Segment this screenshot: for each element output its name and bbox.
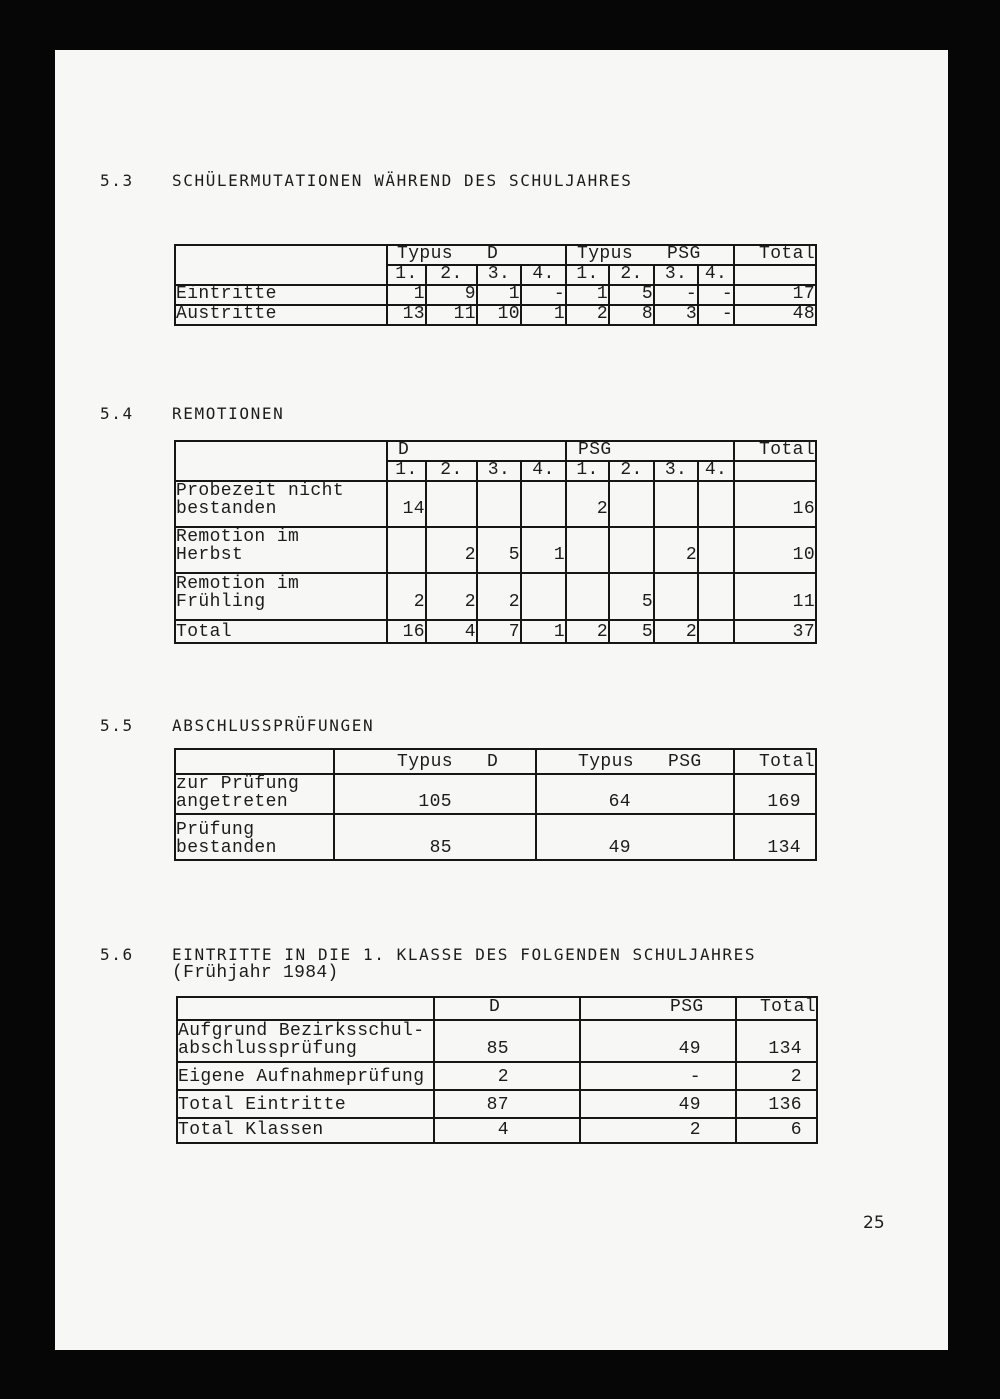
value-d-3: 10 [477, 305, 521, 325]
group-header-label: Typus [397, 244, 454, 264]
subcol-psg-4: 4. [698, 265, 734, 285]
subcol-psg-3: 3. [654, 461, 698, 481]
value-total: 2 [736, 1062, 817, 1090]
value-psg-3: - [654, 285, 698, 305]
value-total: 10 [734, 527, 816, 573]
value-d-4: 1 [521, 305, 566, 325]
table-row [175, 305, 816, 325]
row-label-line: Prüfung [176, 820, 255, 840]
table-row-total [175, 620, 816, 643]
row-label [175, 774, 334, 814]
row-label-line: bestanden [176, 499, 277, 519]
value-psg-1: 1 [566, 285, 609, 305]
section-number: 5.3 [100, 171, 134, 190]
header-row [175, 245, 816, 265]
row-label [175, 481, 387, 527]
row-label [177, 1020, 434, 1062]
value-d-2: 4 [426, 620, 477, 643]
value-psg-1: 2 [566, 620, 609, 643]
value-d: 2 [434, 1062, 580, 1090]
value-d-2: 2 [426, 527, 477, 573]
header-corner-cell [175, 441, 387, 481]
row-label-line: Probezeit nicht [176, 481, 345, 501]
table-row [175, 814, 816, 860]
group-header-code: PSG [667, 244, 701, 264]
section-subtitle: (Frühjahr 1984) [172, 963, 339, 983]
row-label: Eintritte [175, 285, 387, 305]
value-psg-2 [609, 481, 654, 527]
value-psg-1 [566, 573, 609, 620]
section-number: 5.4 [100, 404, 134, 423]
value-total: 6 [736, 1118, 817, 1143]
total-subheader-cell [734, 461, 816, 481]
group-header-typus-d [387, 245, 566, 265]
value-psg: 49 [536, 814, 734, 860]
value-psg-3 [654, 573, 698, 620]
value-total: 17 [734, 285, 816, 305]
header-corner-cell [175, 749, 334, 774]
value-total: 16 [734, 481, 816, 527]
group-header-psg: PSG [566, 441, 734, 461]
table-row [175, 573, 816, 620]
header-corner-cell [175, 245, 387, 285]
section-number: 5.5 [100, 716, 134, 735]
value-total: 48 [734, 305, 816, 325]
value-psg: 49 [580, 1020, 736, 1062]
value-d: 85 [334, 814, 536, 860]
row-label-line: bestanden [176, 838, 277, 858]
col-header-psg: PSG [580, 997, 736, 1020]
subcol-d-4: 4. [521, 265, 566, 285]
subcol-d-3: 3. [477, 265, 521, 285]
section-title: EINTRITTE IN DIE 1. KLASSE DES FOLGENDEN SCHULJAHRES [172, 945, 757, 964]
value-d-2: 2 [426, 573, 477, 620]
value-psg-3: 3 [654, 305, 698, 325]
value-d-4: - [521, 285, 566, 305]
value-psg: - [580, 1062, 736, 1090]
table-row [175, 774, 816, 814]
subcol-psg-2: 2. [609, 265, 654, 285]
subcol-d-2: 2. [426, 461, 477, 481]
value-total: 37 [734, 620, 816, 643]
total-header: Total [734, 749, 816, 774]
header-row [175, 749, 816, 774]
header-row [175, 441, 816, 461]
row-label-line: Frühling [176, 592, 266, 612]
eintritte-erste-klasse-table [176, 996, 818, 1144]
row-label-line: Herbst [176, 545, 244, 565]
value-psg-2: 5 [609, 573, 654, 620]
value-total: 11 [734, 573, 816, 620]
col-header-code: D [487, 752, 499, 772]
value-d: 85 [434, 1020, 580, 1062]
total-header: Total [734, 441, 816, 461]
value-d-1 [387, 527, 426, 573]
value-psg-4 [698, 527, 734, 573]
value-total: 134 [736, 1020, 817, 1062]
subcol-psg-1: 1. [566, 461, 609, 481]
value-d-3: 2 [477, 573, 521, 620]
section-title: ABSCHLUSSPRÜFUNGEN [172, 716, 375, 735]
row-label: Austritte [175, 305, 387, 325]
value-psg-3: 2 [654, 620, 698, 643]
value-d: 87 [434, 1090, 580, 1118]
value-psg-1: 2 [566, 305, 609, 325]
value-psg-1 [566, 527, 609, 573]
row-label [175, 573, 387, 620]
total-header: Total [734, 245, 816, 265]
subcol-psg-1: 1. [566, 265, 609, 285]
row-label: Eigene Aufnahmeprüfung [177, 1062, 434, 1090]
abschlusspruefungen-table [174, 748, 817, 861]
row-label [175, 527, 387, 573]
value-d-4 [521, 573, 566, 620]
row-label-line: Remotion im [176, 527, 300, 547]
value-psg: 2 [580, 1118, 736, 1143]
row-label: Total [175, 620, 387, 643]
row-label-line: abschlussprüfung [178, 1039, 358, 1059]
value-total: 134 [734, 814, 816, 860]
table-row [175, 481, 816, 527]
subcol-d-1: 1. [387, 461, 426, 481]
row-label: Total Eintritte [177, 1090, 434, 1118]
value-total: 169 [734, 774, 816, 814]
col-header-code: PSG [668, 752, 702, 772]
section-title: SCHÜLERMUTATIONEN WÄHREND DES SCHULJAHRES [172, 171, 633, 190]
table-row [177, 1118, 817, 1143]
table-row [177, 1020, 817, 1062]
value-psg-3: 2 [654, 527, 698, 573]
value-d-4: 1 [521, 527, 566, 573]
header-row [177, 997, 817, 1020]
col-header-label: Typus [397, 752, 454, 772]
table-row [177, 1090, 817, 1118]
table-row [175, 527, 816, 573]
value-d-3: 1 [477, 285, 521, 305]
group-header-d: D [387, 441, 566, 461]
row-label: Total Klassen [177, 1118, 434, 1143]
header-corner-cell [177, 997, 434, 1020]
schuelermutationen-table [174, 244, 817, 326]
subcol-psg-2: 2. [609, 461, 654, 481]
subcol-psg-3: 3. [654, 265, 698, 285]
col-header-d: D [434, 997, 580, 1020]
value-psg-4 [698, 620, 734, 643]
value-psg-2: 5 [609, 620, 654, 643]
group-header-typus-psg [566, 245, 734, 265]
row-label-line: zur Prüfung [176, 774, 300, 794]
table-row [177, 1062, 817, 1090]
remotionen-table [174, 440, 817, 644]
value-d: 105 [334, 774, 536, 814]
subcol-d-2: 2. [426, 265, 477, 285]
value-psg-4 [698, 573, 734, 620]
value-d-2: 11 [426, 305, 477, 325]
value-psg-3 [654, 481, 698, 527]
value-d-4 [521, 481, 566, 527]
subcol-d-4: 4. [521, 461, 566, 481]
subcol-d-3: 3. [477, 461, 521, 481]
value-psg-4: - [698, 285, 734, 305]
page-number: 25 [863, 1213, 885, 1233]
table-row [175, 285, 816, 305]
value-d-2 [426, 481, 477, 527]
col-header-typus-d [334, 749, 536, 774]
subcol-psg-4: 4. [698, 461, 734, 481]
value-d-3: 5 [477, 527, 521, 573]
row-label-line: Remotion im [176, 574, 300, 594]
value-total: 136 [736, 1090, 817, 1118]
value-psg-2: 8 [609, 305, 654, 325]
section-number: 5.6 [100, 945, 134, 964]
value-d-1: 13 [387, 305, 426, 325]
col-header-label: Typus [578, 752, 635, 772]
subcol-d-1: 1. [387, 265, 426, 285]
row-label-line: angetreten [176, 792, 289, 812]
value-psg-4: - [698, 305, 734, 325]
row-label [175, 814, 334, 860]
value-psg-4 [698, 481, 734, 527]
value-psg-2 [609, 527, 654, 573]
value-psg-2: 5 [609, 285, 654, 305]
total-subheader-cell [734, 265, 816, 285]
group-header-label: Typus [577, 244, 634, 264]
value-psg-1: 2 [566, 481, 609, 527]
value-d-1: 1 [387, 285, 426, 305]
value-d: 4 [434, 1118, 580, 1143]
value-d-3: 7 [477, 620, 521, 643]
section-title: REMOTIONEN [172, 404, 285, 423]
value-d-1: 2 [387, 573, 426, 620]
value-psg: 64 [536, 774, 734, 814]
group-header-code: D [487, 244, 499, 264]
value-d-3 [477, 481, 521, 527]
row-label-line: Aufgrund Bezirksschul- [178, 1021, 425, 1041]
value-d-1: 14 [387, 481, 426, 527]
col-header-typus-psg [536, 749, 734, 774]
value-psg: 49 [580, 1090, 736, 1118]
value-d-1: 16 [387, 620, 426, 643]
total-header: Total [736, 997, 817, 1020]
value-d-4: 1 [521, 620, 566, 643]
value-d-2: 9 [426, 285, 477, 305]
